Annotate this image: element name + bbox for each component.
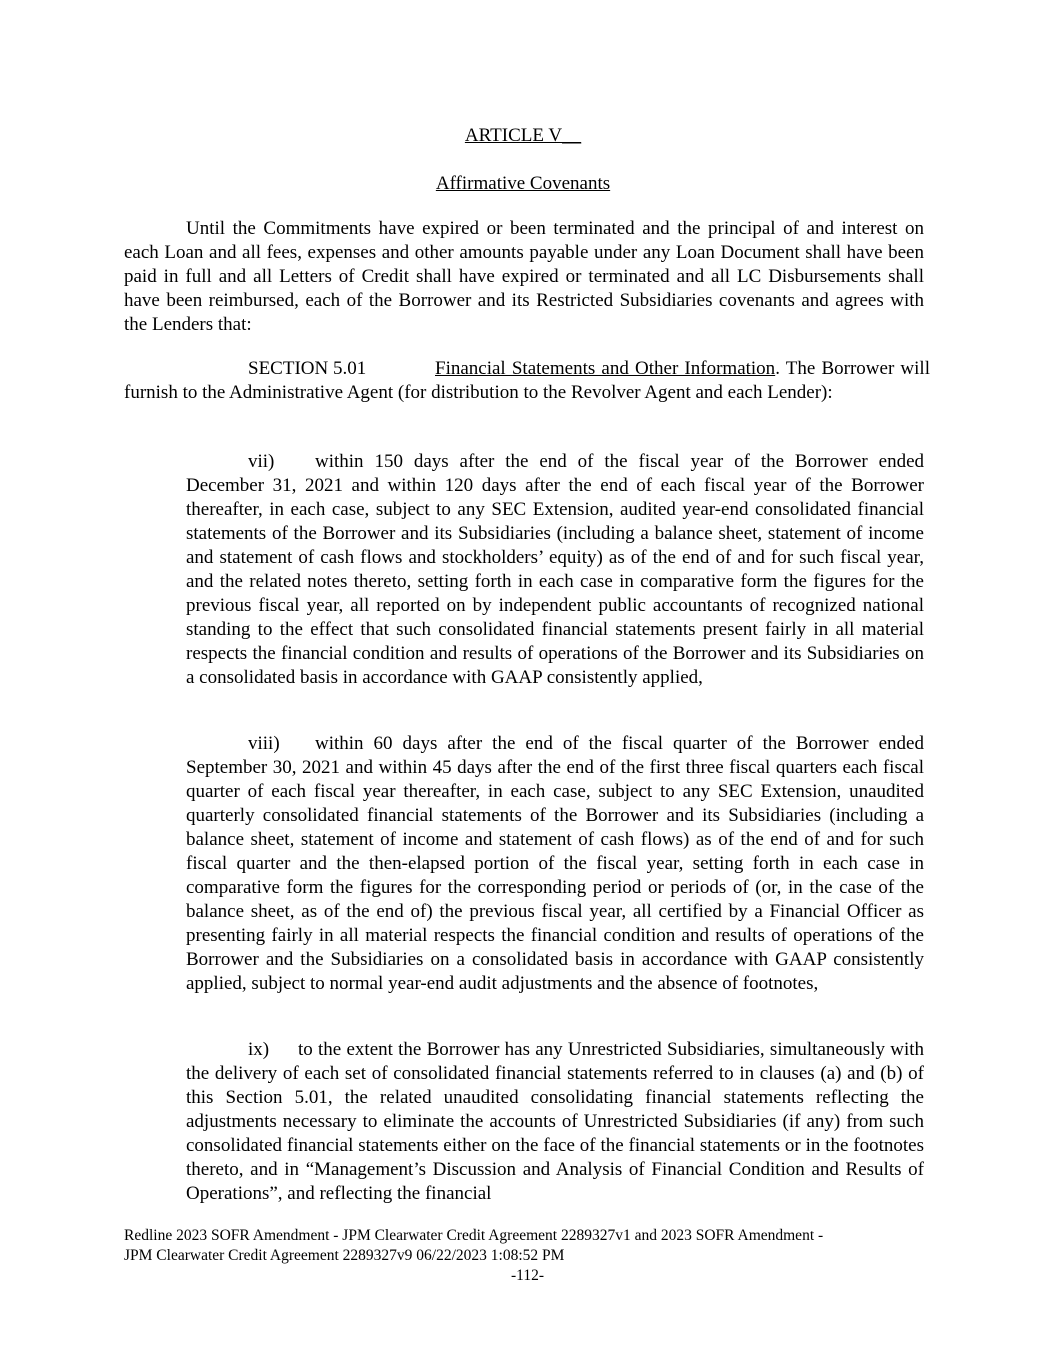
footer-line-1: Redline 2023 SOFR Amendment - JPM Clearwater Credit Agreement 2289327v1 and 2023 SOFR Amendment - xyxy=(124,1227,824,1244)
article-subtitle-text: Affirmative Covenants xyxy=(435,173,611,194)
footer-line-2: JPM Clearwater Credit Agreement 2289327v9 06/22/2023 1:08:52 PM xyxy=(124,1246,565,1264)
article-title xyxy=(0,124,1046,148)
clause-vii-text: within 150 days after the end of the fiscal year of the Borrower ended December 31, 2021 and within 120 days after the end of each fiscal year of the Borrower thereafter, in each case, subject to any SEC Extension, audited year-end consolidated financial statements of the Borrower and its Subsidiaries (including a balance sheet, statement of income and statement of cash flows and stockholders’ equity) as of the end of and for such fiscal year, and the related notes thereto, setting forth in each case in comparative form the figures for the previous fiscal year, all reported on by independent public accountants of recognized national standing to the effect that such consolidated financial statements present fairly in all material respects the financial condition and results of operations of the Borrower and its Subsidiaries on a consolidated basis in accordance with GAAP consistently applied, xyxy=(186,451,924,688)
clause-ix-text: to the extent the Borrower has any Unrestricted Subsidiaries, simultaneously with the delivery of each set of consolidated financial statements referred to in clauses (a) and (b) of this Section 5.01, the related unaudited consolidating financial statements reflecting the adjustments necessary to eliminate the accounts of Unrestricted Subsidiaries (if any) from such consolidated financial statements either on the face of the financial statements or in the footnotes thereto, and in “Management’s Discussion and Analysis of Financial Condition and Results of Operations”, and reflecting the financial xyxy=(186,1039,924,1204)
section-heading: Financial Statements and Other Information xyxy=(435,358,776,379)
section-text: . The Borrower will furnish to the Administrative Agent (for distribution to the Revolver Agent and each Lender): xyxy=(124,358,930,403)
clause-ix xyxy=(186,1038,924,1206)
clause-viii-text: within 60 days after the end of the fiscal quarter of the Borrower ended September 30, 2021 and within 45 days after the end of the first three fiscal quarters each fiscal quarter of each fiscal year thereafter, in each case, subject to any SEC Extension, unaudited quarterly consolidated financial statements of the Borrower and its Subsidiaries (including a balance sheet, statement of income and statement of cash flows) as of the end of and for such fiscal quarter and the then-elapsed portion of the fiscal year, setting forth in each case in comparative form the figures for the corresponding period or periods of (or, in the case of the balance sheet, as of the end of) the previous fiscal year, all certified by a Financial Officer as presenting fairly in all material respects the financial condition and results of operations of the Borrower and the Subsidiaries on a consolidated basis in accordance with GAAP consistently applied, subject to normal year-end audit adjustments and the absence of footnotes, xyxy=(186,733,924,994)
clause-vii xyxy=(186,450,924,690)
article-title-text: ARTICLE V__ xyxy=(464,125,582,146)
section-5-01-paragraph xyxy=(124,357,930,405)
clause-vii-number: vii) xyxy=(248,451,275,472)
intro-paragraph: Until the Commitments have expired or been terminated and the principal of and interest on each Loan and all fees, expenses and other amounts payable under any Loan Document shall have been paid in full and all Letters of Credit shall have expired or terminated and all LC Disbursements shall have been reimbursed, each of the Borrower and its Restricted Subsidiaries covenants and agrees with the Lenders that: xyxy=(124,218,924,335)
clause-viii xyxy=(186,732,924,996)
footer-redline-note xyxy=(124,1226,924,1265)
page-number: -112- xyxy=(511,1267,544,1284)
clause-ix-number: ix) xyxy=(248,1039,270,1060)
clause-viii-number: viii) xyxy=(248,733,280,754)
section-number: SECTION 5.01 xyxy=(248,358,367,379)
article-subtitle xyxy=(0,172,1046,196)
